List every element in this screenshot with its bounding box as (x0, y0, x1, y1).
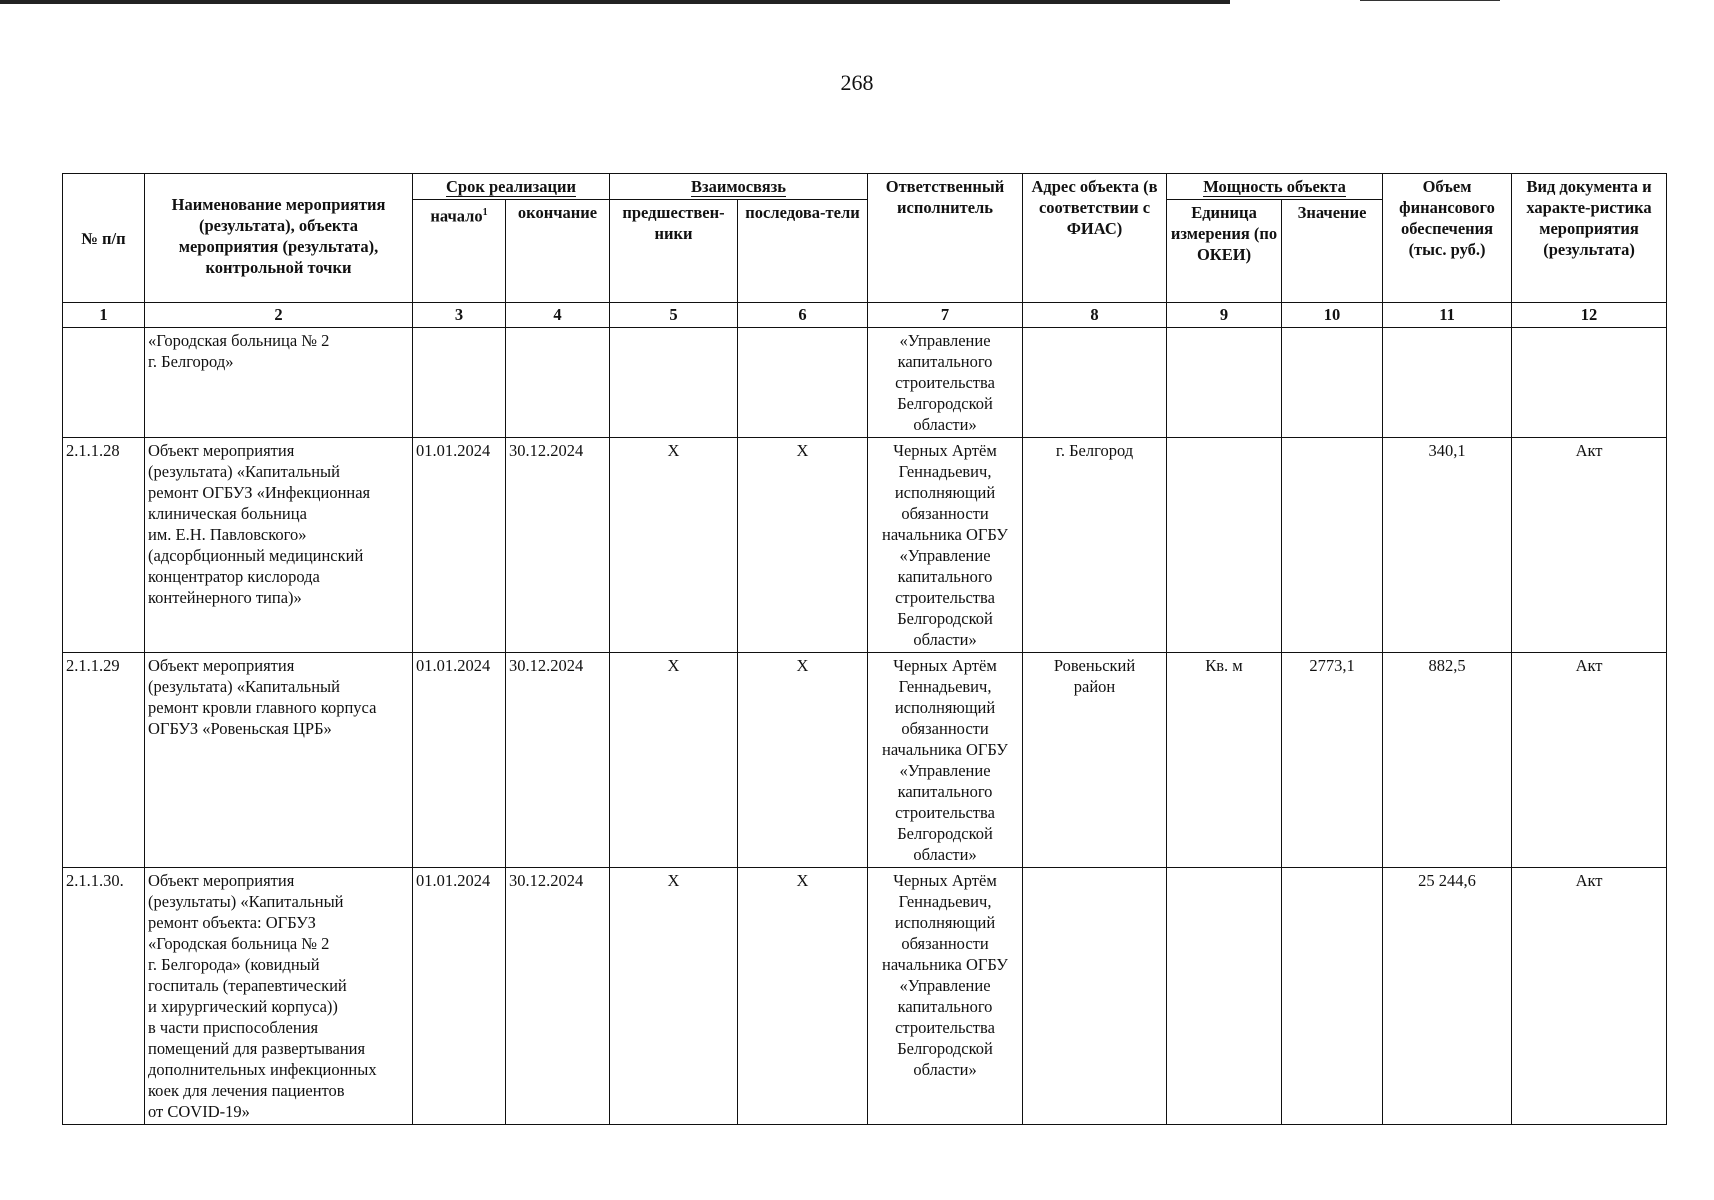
column-number: 10 (1282, 303, 1383, 328)
start-date-cell: 01.01.2024 (413, 868, 506, 1125)
scan-edge-line (0, 0, 1230, 4)
header-value: Значение (1282, 200, 1383, 303)
unit-of-measure-cell (1167, 868, 1282, 1125)
document-type-cell: Акт (1512, 868, 1667, 1125)
object-address-cell (1023, 328, 1167, 438)
header-successors: последова-тели (738, 200, 868, 303)
column-number: 1 (63, 303, 145, 328)
page-number: 268 (840, 70, 874, 95)
finance-amount-cell: 882,5 (1383, 653, 1512, 868)
document-type-cell (1512, 328, 1667, 438)
unit-of-measure-cell (1167, 328, 1282, 438)
finance-amount-cell: 25 244,6 (1383, 868, 1512, 1125)
column-number: 12 (1512, 303, 1667, 328)
capacity-value-cell (1282, 328, 1383, 438)
header-document: Вид документа и характе-ристика мероприятия (результата) (1512, 174, 1667, 303)
column-number: 11 (1383, 303, 1512, 328)
table-row (63, 438, 1667, 653)
header-finance: Объем финансового обеспечения (тыс. руб.) (1383, 174, 1512, 303)
table-row (63, 328, 1667, 438)
predecessors-cell: X (610, 438, 738, 653)
header-period: Срок реализации (413, 174, 610, 200)
finance-amount-cell: 340,1 (1383, 438, 1512, 653)
end-date-cell: 30.12.2024 (506, 438, 610, 653)
header-start: начало$^1$ (413, 200, 506, 303)
capacity-value-cell: 2773,1 (1282, 653, 1383, 868)
finance-amount-cell (1383, 328, 1512, 438)
end-date-cell: 30.12.2024 (506, 653, 610, 868)
predecessors-cell: X (610, 868, 738, 1125)
column-number: 9 (1167, 303, 1282, 328)
activity-name-cell: Объект мероприятия (результаты) «Капитальный ремонт объекта: ОГБУЗ «Городская больница № 2 г. Белгорода» (ковидный госпиталь (терапевтический и хирургический корпуса)) в части приспособления помещений для развертывания дополнительных инфекционных коек для лечения пациентов от COVID-19» (145, 868, 413, 1125)
start-date-cell: 01.01.2024 (413, 653, 506, 868)
column-number: 3 (413, 303, 506, 328)
activity-name-cell: «Городская больница № 2 г. Белгород» (145, 328, 413, 438)
object-address-cell: г. Белгород (1023, 438, 1167, 653)
header-unit: Единица измерения (по ОКЕИ) (1167, 200, 1282, 303)
column-number: 5 (610, 303, 738, 328)
row-number-cell: 2.1.1.29 (63, 653, 145, 868)
successors-cell (738, 328, 868, 438)
start-date-cell (413, 328, 506, 438)
end-date-cell: 30.12.2024 (506, 868, 610, 1125)
header-name: Наименование мероприятия (результата), объекта мероприятия (результата), контрольной точки (145, 174, 413, 303)
row-number-cell: 2.1.1.30. (63, 868, 145, 1125)
header-responsible: Ответственный исполнитель (868, 174, 1023, 303)
column-number: 4 (506, 303, 610, 328)
table-row (63, 868, 1667, 1125)
capacity-value-cell (1282, 438, 1383, 653)
activities-table (62, 173, 1667, 1125)
header-address: Адрес объекта (в соответствии с ФИАС) (1023, 174, 1167, 303)
unit-of-measure-cell (1167, 438, 1282, 653)
column-number-row (63, 303, 1667, 328)
successors-cell: X (738, 653, 868, 868)
column-number: 6 (738, 303, 868, 328)
responsible-executor-cell: Черных Артём Геннадьевич, исполняющий обязанности начальника ОГБУ «Управление капитального строительства Белгородской области» (868, 438, 1023, 653)
header-capacity: Мощность объекта (1167, 174, 1383, 200)
table-row (63, 653, 1667, 868)
row-number-cell: 2.1.1.28 (63, 438, 145, 653)
scan-edge-line (1360, 0, 1500, 1)
document-type-cell: Акт (1512, 438, 1667, 653)
capacity-value-cell (1282, 868, 1383, 1125)
document-type-cell: Акт (1512, 653, 1667, 868)
object-address-cell (1023, 868, 1167, 1125)
successors-cell: X (738, 868, 868, 1125)
header-no: № п/п (63, 174, 145, 303)
header-end: окончание (506, 200, 610, 303)
object-address-cell: Ровеньский район (1023, 653, 1167, 868)
column-number: 2 (145, 303, 413, 328)
column-number: 8 (1023, 303, 1167, 328)
row-number-cell (63, 328, 145, 438)
activity-name-cell: Объект мероприятия (результата) «Капитальный ремонт кровли главного корпуса ОГБУЗ «Ровеньская ЦРБ» (145, 653, 413, 868)
activity-name-cell: Объект мероприятия (результата) «Капитальный ремонт ОГБУЗ «Инфекционная клиническая больница им. Е.Н. Павловского» (адсорбционный медицинский концентратор кислорода контейнерного типа)» (145, 438, 413, 653)
responsible-executor-cell: Черных Артём Геннадьевич, исполняющий обязанности начальника ОГБУ «Управление капитального строительства Белгородской области» (868, 653, 1023, 868)
start-date-cell: 01.01.2024 (413, 438, 506, 653)
predecessors-cell: X (610, 653, 738, 868)
header-predecessors: предшествен-ники (610, 200, 738, 303)
responsible-executor-cell: «Управление капитального строительства Белгородской области» (868, 328, 1023, 438)
unit-of-measure-cell: Кв. м (1167, 653, 1282, 868)
responsible-executor-cell: Черных Артём Геннадьевич, исполняющий обязанности начальника ОГБУ «Управление капитального строительства Белгородской области» (868, 868, 1023, 1125)
predecessors-cell (610, 328, 738, 438)
end-date-cell (506, 328, 610, 438)
column-number: 7 (868, 303, 1023, 328)
successors-cell: X (738, 438, 868, 653)
header-link: Взаимосвязь (610, 174, 868, 200)
